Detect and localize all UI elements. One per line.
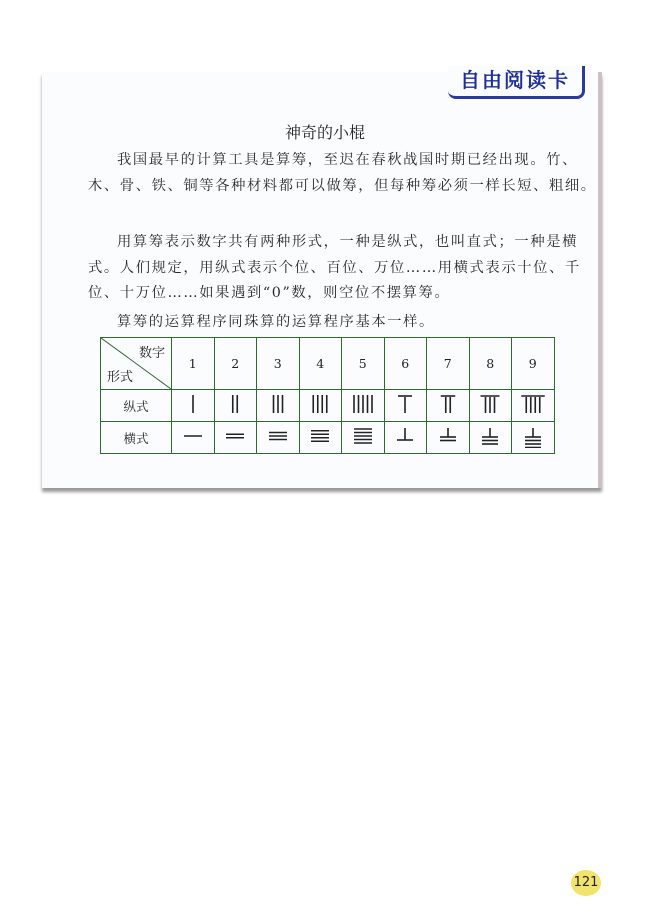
rod-numeral-vertical-9 bbox=[512, 390, 555, 422]
rod-glyph bbox=[428, 424, 468, 448]
rod-numeral-horizontal-1 bbox=[172, 422, 215, 454]
rod-glyph bbox=[513, 392, 553, 416]
row-label: 横式 bbox=[101, 422, 172, 454]
rod-glyph bbox=[173, 392, 213, 416]
rod-glyph bbox=[470, 424, 510, 448]
rod-glyph bbox=[258, 424, 298, 448]
rod-numeral-horizontal-6 bbox=[384, 422, 427, 454]
digit-header: 6 bbox=[384, 338, 427, 390]
rod-glyph bbox=[343, 392, 383, 416]
corner-cell bbox=[101, 338, 172, 390]
rod-numeral-horizontal-9 bbox=[512, 422, 555, 454]
rod-numeral-vertical-7 bbox=[427, 390, 470, 422]
paragraph: 用算筹表示数字共有两种形式，一种是纵式，也叫直式；一种是横式。人们规定，用纵式表示个位、百位、万位……用横式表示十位、千位、十万位……如果遇到“0”数，则空位不摆算筹。 bbox=[88, 234, 581, 301]
digit-header: 9 bbox=[512, 338, 555, 390]
rod-numeral-horizontal-2 bbox=[214, 422, 257, 454]
digit-header: 8 bbox=[469, 338, 512, 390]
rod-glyph bbox=[428, 392, 468, 416]
digit-header: 5 bbox=[342, 338, 385, 390]
corner-label-digit: 数字 bbox=[138, 346, 165, 361]
rod-numeral-horizontal-7 bbox=[427, 422, 470, 454]
rod-glyph bbox=[385, 392, 425, 416]
row-label: 纵式 bbox=[101, 390, 172, 422]
rod-glyph bbox=[300, 392, 340, 416]
table-row-horizontal bbox=[101, 422, 555, 454]
rod-glyph bbox=[513, 424, 553, 448]
rod-glyph bbox=[300, 424, 340, 448]
corner-label-form: 形式 bbox=[107, 370, 134, 385]
article-title: 神奇的小棍 bbox=[284, 123, 365, 142]
table-row-vertical bbox=[101, 390, 555, 422]
paragraph: 算筹的运算程序同珠算的运算程序基本一样。 bbox=[117, 314, 435, 330]
digit-header: 7 bbox=[427, 338, 470, 390]
rod-glyph bbox=[215, 424, 255, 448]
rod-numeral-vertical-8 bbox=[469, 390, 512, 422]
rod-numeral-vertical-5 bbox=[342, 390, 385, 422]
rod-numeral-vertical-4 bbox=[299, 390, 342, 422]
rod-glyph bbox=[173, 424, 213, 448]
digit-header: 4 bbox=[299, 338, 342, 390]
rod-glyph bbox=[258, 392, 298, 416]
digit-header: 2 bbox=[214, 338, 257, 390]
rod-glyph bbox=[385, 424, 425, 448]
rod-numeral-vertical-3 bbox=[257, 390, 300, 422]
table-header-row bbox=[101, 338, 555, 390]
digit-header: 3 bbox=[257, 338, 300, 390]
rod-numeral-horizontal-5 bbox=[342, 422, 385, 454]
reading-card-badge: 自由阅读卡 bbox=[448, 66, 585, 99]
rod-glyph bbox=[343, 424, 383, 448]
page-number: 121 bbox=[571, 870, 601, 896]
rod-numeral-horizontal-8 bbox=[469, 422, 512, 454]
paragraph: 我国最早的计算工具是算筹，至迟在春秋战国时期已经出现。竹、木、骨、铁、铜等各种材料都可以做筹，但每种筹必须一样长短、粗细。 bbox=[88, 152, 597, 194]
rod-numeral-horizontal-3 bbox=[257, 422, 300, 454]
rod-numeral-vertical-2 bbox=[214, 390, 257, 422]
rod-numeral-vertical-6 bbox=[384, 390, 427, 422]
rod-numeral-vertical-1 bbox=[172, 390, 215, 422]
rod-glyph bbox=[470, 392, 510, 416]
rod-glyph bbox=[215, 392, 255, 416]
digit-header: 1 bbox=[172, 338, 215, 390]
counting-rod-table bbox=[100, 337, 555, 454]
rod-numeral-horizontal-4 bbox=[299, 422, 342, 454]
